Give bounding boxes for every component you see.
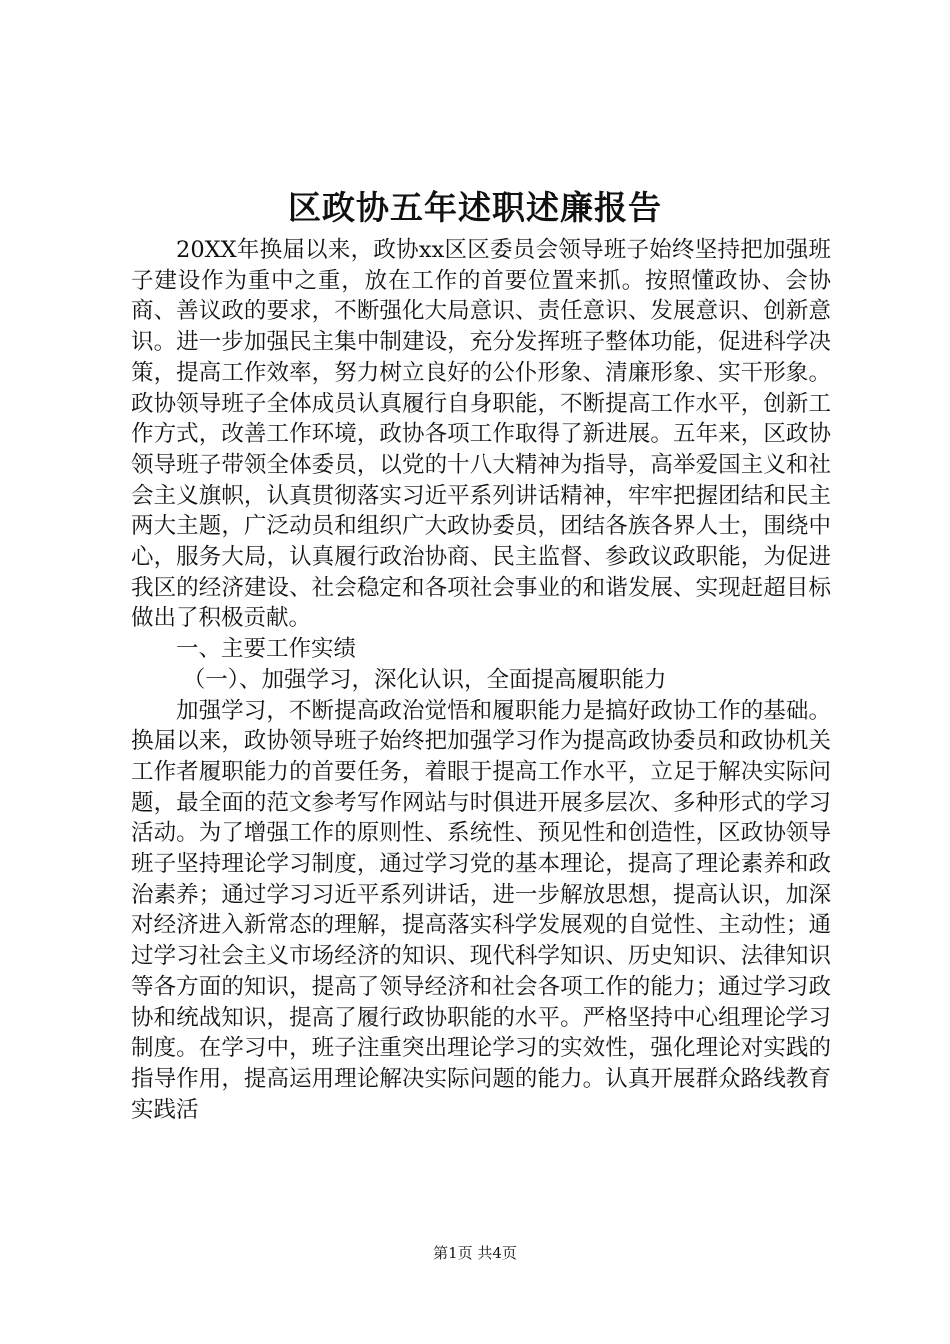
document-title: 区政协五年述职述廉报告 (288, 188, 662, 227)
page-footer: 第1页 共4页 (433, 1244, 517, 1262)
section-heading-main-achievements: 一、主要工作实绩 (176, 636, 357, 663)
paragraph-intro: 20XX年换届以来，政协xx区区委员会领导班子始终坚持把加强班子建设作为重中之重，放在工作的首要位置来抓。按照懂政协、会协商、善议政的要求，不断强化大局意识、责任意识、发展意识、创新意识。进一步加强民主集中制建设，充分发挥班子整体功能，促进科学决策，提高工作效率，努力树立良好的公仆形象、清廉形象、实干形象。政协领导班子全体成员认真履行自身职能，不断提高工作水平，创新工作方式，改善工作环境，政协各项工作取得了新进展。五年来，区政协领导班子带领全体委员，以党的十八大精神为指导，高举爱国主义和社会主义旗帜，认真贯彻落实习近平系列讲话精神，牢牢把握团结和民主两大主题，广泛动员和组织广大政协委员，团结各族各界人士，围绕中心，服务大局，认真履行政治协商、民主监督、参政议政职能，为促进我区的经济建设、社会稳定和各项社会事业的和谐发展、实现赶超目标做出了积极贡献。 (131, 237, 831, 632)
paragraph-study: 加强学习，不断提高政治觉悟和履职能力是搞好政协工作的基础。换届以来，政协领导班子始终把加强学习作为提高政协委员和政协机关工作者履职能力的首要任务，着眼于提高工作水平，立足于解决实际问题，最全面的范文参考写作网站与时俱进开展多层次、多种形式的学习活动。为了增强工作的原则性、系统性、预见性和创造性，区政协领导班子坚持理论学习制度，通过学习党的基本理论，提高了理论素养和政治素养；通过学习习近平系列讲话，进一步解放思想，提高认识，加深对经济进入新常态的理解，提高落实科学发展观的自觉性、主动性；通过学习社会主义市场经济的知识、现代科学知识、历史知识、法律知识等各方面的知识，提高了领导经济和社会各项工作的能力；通过学习政协和统战知识，提高了履行政协职能的水平。严格坚持中心组理论学习制度。在学习中，班子注重突出理论学习的实效性，强化理论对实践的指导作用，提高运用理论解决实际问题的能力。认真开展群众路线教育实践活 (131, 697, 831, 1123)
subsection-heading-study: （一）、加强学习，深化认识，全面提高履职能力 (182, 666, 667, 693)
document-body (131, 235, 831, 1125)
